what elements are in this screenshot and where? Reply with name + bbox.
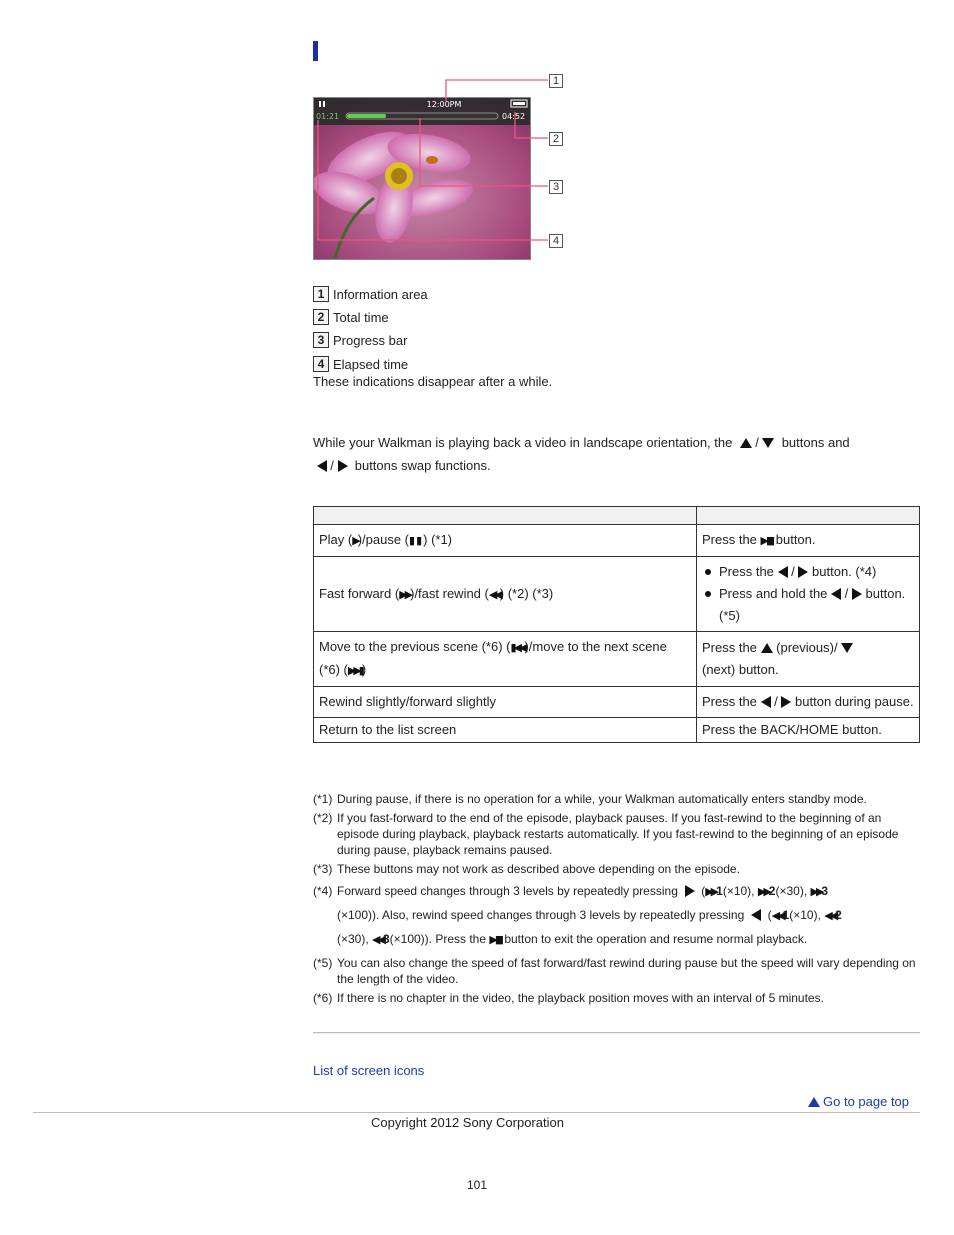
table-row: [314, 718, 920, 743]
ff-level-2-icon: ▶▶: [757, 886, 769, 898]
ff-level-1-icon: ▶▶: [705, 886, 717, 898]
callout-number-1: 1: [549, 74, 563, 88]
table-cell: Rewind slightly/forward slightly: [314, 687, 697, 718]
table-cell: Fast forward (▶▶)/fast rewind (◀◀) (*2) (*3): [314, 557, 697, 632]
play-pause-icon: ▶▮▮: [760, 535, 773, 547]
fast-rewind-icon: ◀◀: [488, 588, 500, 601]
table-header-cell: [697, 507, 920, 525]
section-heading-marker: [313, 41, 318, 61]
footnote: (*6) If there is no chapter in the video, the playback position moves with an interval of 5 minutes.: [313, 991, 824, 1005]
table-header-cell: [314, 507, 697, 525]
callout-number-3: 3: [549, 180, 563, 194]
left-button-icon: [317, 460, 327, 472]
legend-note: These indications disappear after a while.: [313, 374, 553, 389]
landscape-paragraph: While your Walkman is playing back a video in landscape orientation, the / buttons and / buttons swap functions.: [313, 435, 850, 473]
footnote: (*2) If you fast-forward to the end of the episode, playback pauses. If you fast-rewind to the beginning of an episode during playback, playback restarts automatically. If you fast-rewind to the beginning of an episode during pause, playback remains paused.: [313, 811, 899, 857]
down-button-icon: [762, 438, 774, 448]
down-button-icon: [841, 643, 853, 653]
footnote: (*4) Forward speed changes through 3 levels by repeatedly pressing (▶▶1(×10), ▶▶2(×30), ▶▶3 (×100)). Also, rewind speed changes through 3 levels by repeatedly pressing (◀◀1(×10), ◀◀2 (×30), ◀◀3(×100)). Press the ▶▮▮ button to exit the operation and resume normal playback.: [313, 880, 921, 952]
footnote: (*1) During pause, if there is no operation for a while, your Walkman automatically enters standby mode.: [313, 792, 867, 806]
page-number: 101: [467, 1178, 488, 1192]
play-pause-icon: ▶▮▮: [489, 934, 501, 946]
related-link-screen-icons[interactable]: List of screen icons: [313, 1063, 425, 1078]
arrow-up-icon: [808, 1097, 820, 1107]
pause-icon: ▮▮: [409, 535, 424, 547]
table-header-row: [314, 507, 920, 525]
fr-level-3-icon: ◀◀: [372, 934, 383, 946]
table-cell: Press the / button during pause.: [697, 687, 920, 718]
right-button-icon: [781, 696, 791, 708]
legend-item: [313, 308, 389, 326]
footnote: (*3) These buttons may not work as described above depending on the episode.: [313, 862, 740, 876]
legend-number: 1: [313, 286, 329, 302]
table-cell: Move to the previous scene (*6) (▮◀◀)/move to the next scene (*6) (▶▶▮): [314, 632, 697, 687]
callout-number-4: 4: [549, 234, 563, 248]
table-cell: Press the ▶▮▮ button.: [697, 525, 920, 557]
left-button-icon: [778, 566, 788, 578]
legend-number: 3: [313, 332, 329, 348]
ff-level-3-icon: ▶▶: [810, 886, 822, 898]
up-button-icon: [740, 438, 752, 448]
elapsed-time: 01:21: [316, 112, 340, 121]
operations-table: [313, 506, 920, 743]
left-button-icon: [761, 696, 771, 708]
previous-scene-icon: ▮◀◀: [510, 642, 525, 654]
right-button-icon: [798, 566, 808, 578]
legend-label: Total time: [333, 309, 389, 325]
table-row: [314, 632, 920, 687]
right-button-icon: [852, 588, 862, 600]
fast-forward-icon: ▶▶: [399, 588, 411, 601]
footer-divider: [33, 1112, 920, 1113]
play-icon: ▶: [352, 535, 358, 547]
legend-item: [313, 355, 408, 373]
legend-item: [313, 331, 407, 349]
clock-time: 12:00PM: [426, 100, 462, 109]
fr-level-1-icon: ◀◀: [771, 910, 783, 922]
left-button-icon: [751, 909, 761, 921]
table-row: [314, 525, 920, 557]
table-cell: Return to the list screen: [314, 718, 697, 743]
go-to-page-top[interactable]: [808, 1094, 909, 1109]
next-scene-icon: ▶▶▮: [347, 665, 362, 677]
right-button-icon: [338, 460, 348, 472]
total-time: 04:52: [502, 112, 526, 121]
legend-number: 2: [313, 309, 329, 325]
legend-label: Information area: [333, 286, 428, 302]
table-cell: Press the BACK/HOME button.: [697, 718, 920, 743]
page-top-link[interactable]: Go to page top: [823, 1094, 910, 1109]
divider: [313, 1032, 920, 1034]
table-row: [314, 557, 920, 632]
callout-number-2: 2: [549, 132, 563, 146]
legend-item: [313, 285, 428, 303]
right-button-icon: [685, 885, 695, 897]
table-cell: Play (▶)/pause (▮▮) (*1): [314, 525, 697, 557]
table-row: [314, 687, 920, 718]
footnotes: [313, 791, 921, 1009]
table-cell: Press the / button. (*4) Press and hold the / button. (*5): [697, 557, 920, 632]
left-button-icon: [831, 588, 841, 600]
legend-label: Elapsed time: [333, 356, 409, 372]
table-cell: Press the (previous)/ (next) button.: [697, 632, 920, 687]
up-button-icon: [761, 643, 773, 653]
legend-number: 4: [313, 356, 329, 372]
callout-lines: [300, 70, 580, 260]
legend-label: Progress bar: [333, 332, 408, 348]
copyright: Copyright 2012 Sony Corporation: [371, 1115, 564, 1130]
fr-level-2-icon: ◀◀: [824, 910, 836, 922]
footnote: (*5) You can also change the speed of fast forward/fast rewind during pause but the speed will vary depending on the length of the video.: [313, 956, 916, 986]
